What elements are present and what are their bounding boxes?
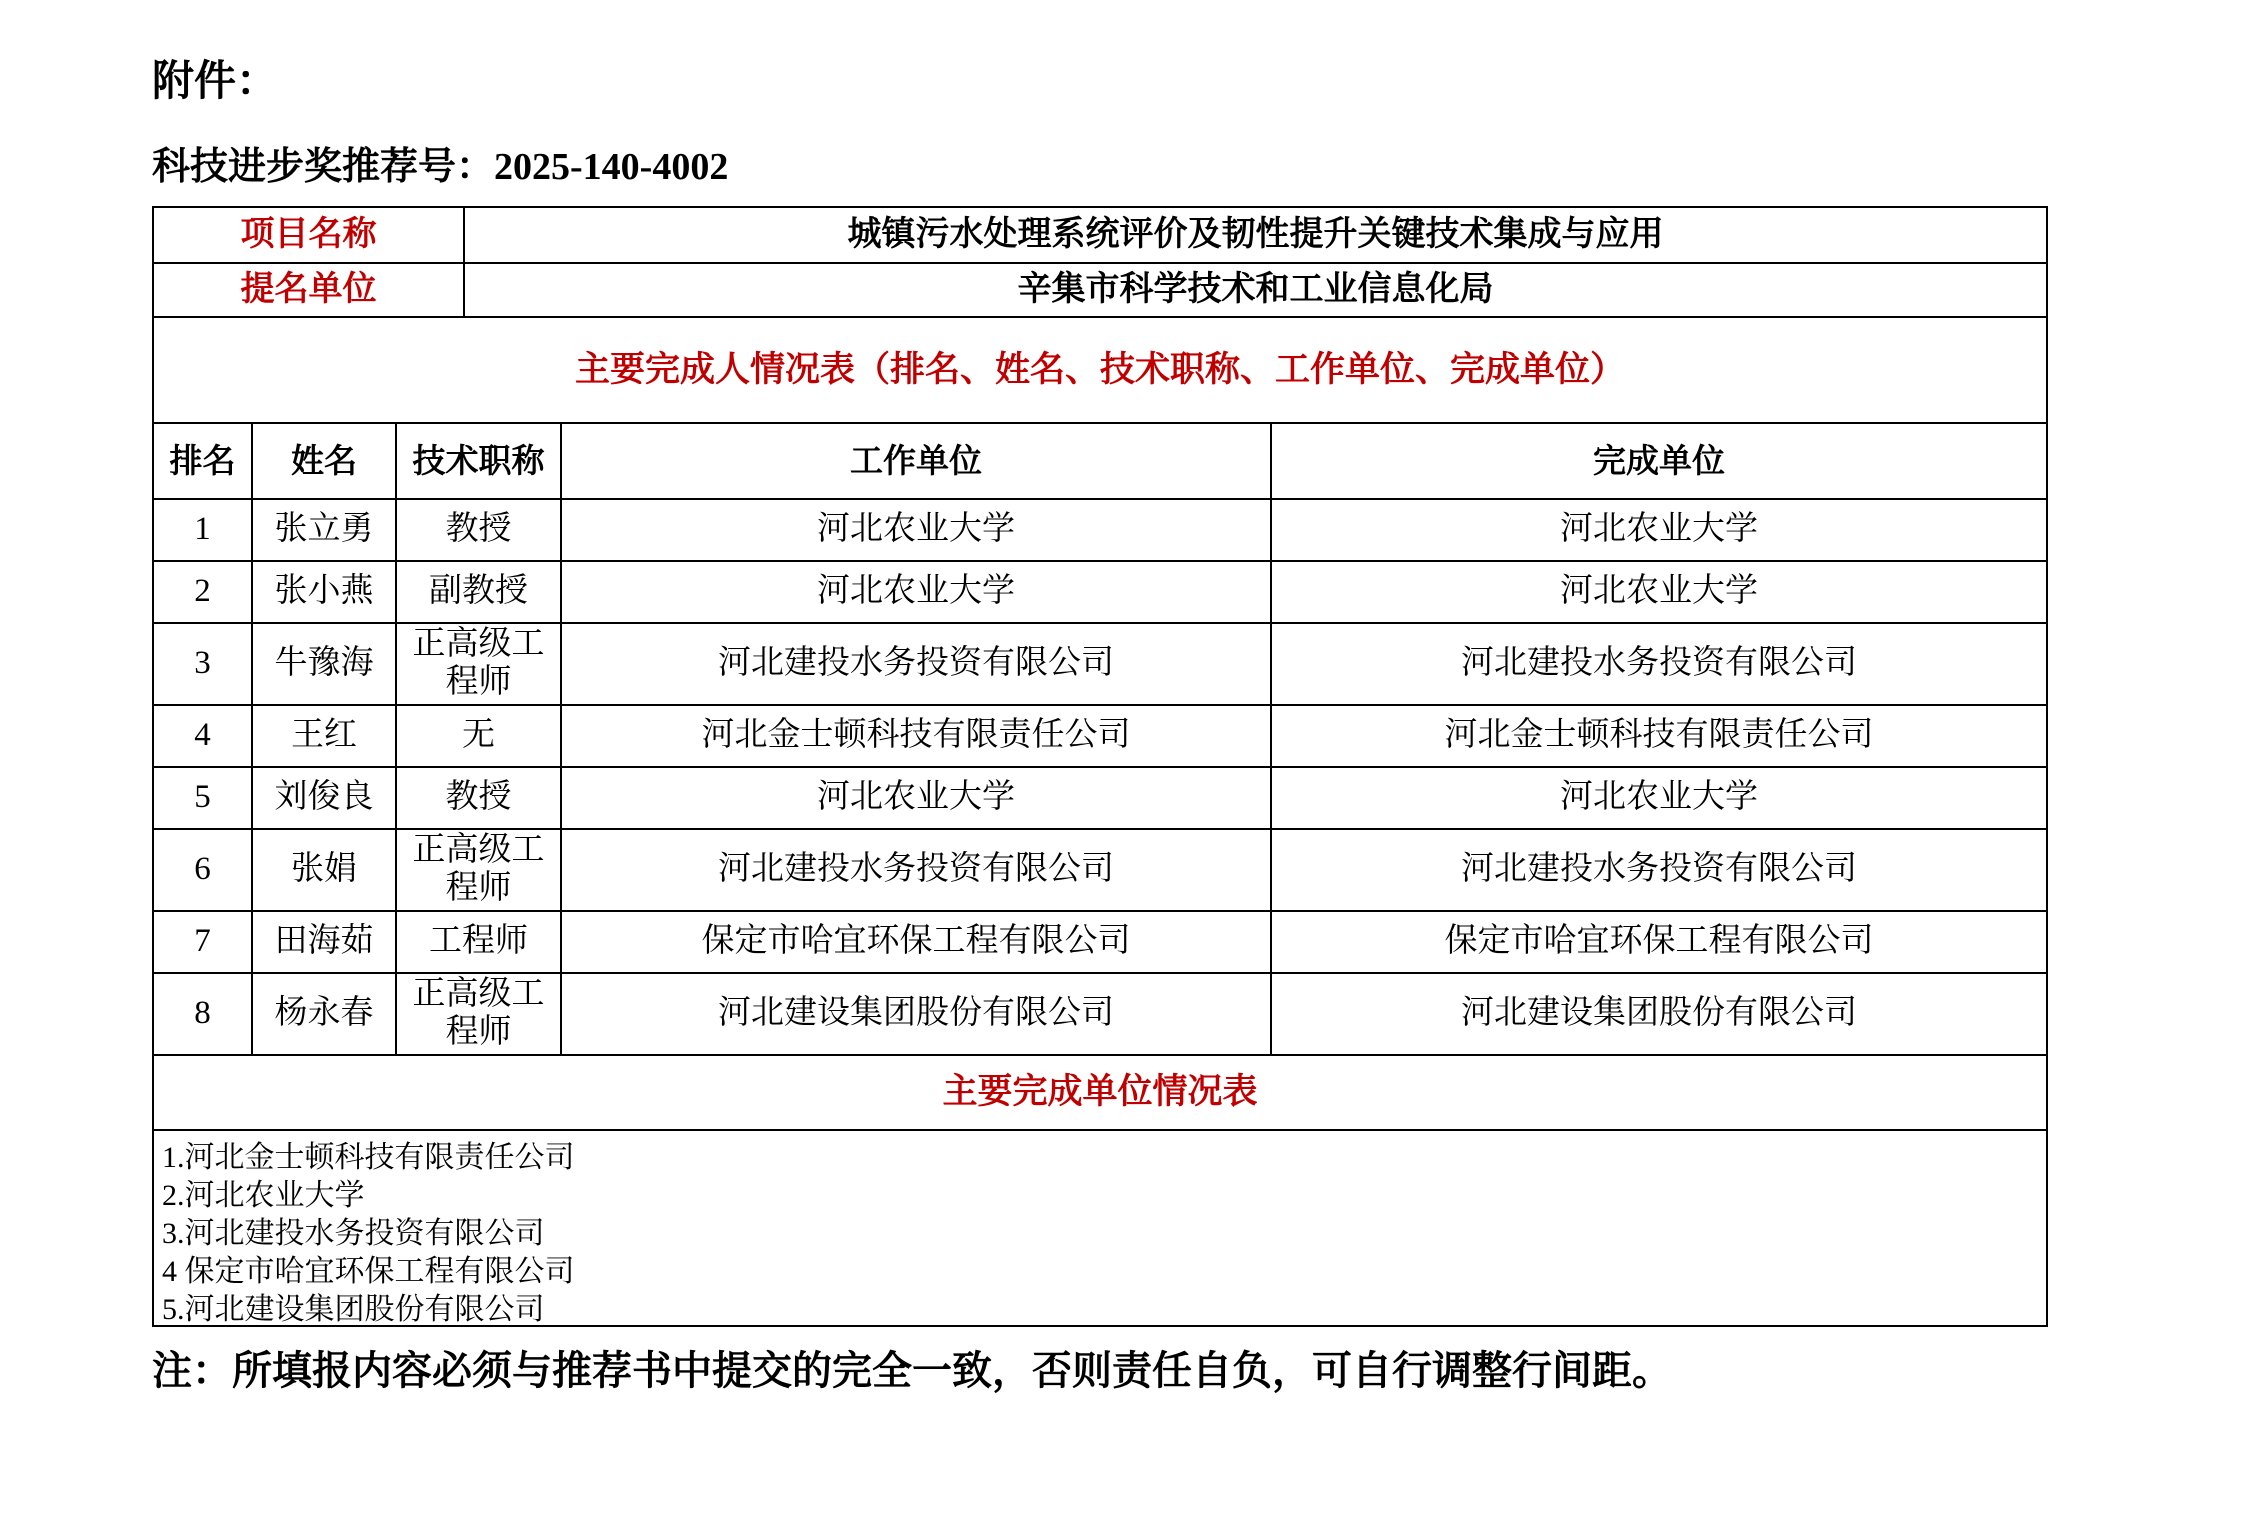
cell-name: 刘俊良: [253, 768, 397, 828]
cell-name: 田海茹: [253, 912, 397, 972]
attachment-label: 附件：: [152, 57, 279, 104]
cell-title: 副教授: [397, 562, 562, 622]
cell-name: 张娟: [253, 830, 397, 910]
cell-title: 正高级工程师: [397, 624, 562, 704]
units-list-row: [154, 1131, 2046, 1325]
cell-title: 正高级工程师: [397, 830, 562, 910]
cell-rank: 1: [154, 500, 253, 560]
cell-rank: 3: [154, 624, 253, 704]
unit-list-item: 4 保定市哈宜环保工程有限公司: [162, 1254, 575, 1288]
cell-name: 牛豫海: [253, 624, 397, 704]
contributor-row: [154, 974, 2046, 1056]
cell-title: 无: [397, 706, 562, 766]
header-name: 姓名: [253, 424, 397, 498]
cell-rank: 2: [154, 562, 253, 622]
cell-completion-unit: 河北农业大学: [1560, 510, 1758, 547]
contributor-row: [154, 562, 2046, 624]
cell-title: 教授: [397, 768, 562, 828]
units-list: [154, 1131, 2046, 1325]
cell-rank: 8: [154, 974, 253, 1054]
contributor-row: [154, 706, 2046, 768]
contributor-row: [154, 500, 2046, 562]
cell-rank: 7: [154, 912, 253, 972]
cell-work-unit: 河北农业大学: [562, 768, 1272, 828]
project-name-value: 城镇污水处理系统评价及韧性提升关键技术集成与应用: [847, 215, 1664, 254]
cell-completion-unit: 河北建投水务投资有限公司: [1461, 850, 1857, 887]
contributor-row: [154, 912, 2046, 974]
project-name-row: [154, 208, 2046, 264]
nominator-label: 提名单位: [154, 264, 465, 316]
cell-name: 张立勇: [253, 500, 397, 560]
cell-completion-unit: 河北农业大学: [1560, 778, 1758, 815]
units-title: 主要完成单位情况表: [942, 1071, 1258, 1111]
contributor-row: [154, 830, 2046, 912]
unit-list-item: 5.河北建设集团股份有限公司: [162, 1292, 545, 1325]
cell-rank: 5: [154, 768, 253, 828]
recommendation-number: 2025-140-4002: [494, 146, 729, 189]
cell-completion-unit: 河北建设集团股份有限公司: [1461, 994, 1857, 1031]
contributors-header-row: [154, 424, 2046, 500]
contributor-row: [154, 624, 2046, 706]
contributors-title: 主要完成人情况表（排名、姓名、技术职称、工作单位、完成单位）: [574, 349, 1625, 389]
cell-name: 王红: [253, 706, 397, 766]
cell-title: 正高级工程师: [397, 974, 562, 1054]
cell-work-unit: 河北建投水务投资有限公司: [562, 830, 1272, 910]
units-title-row: [154, 1056, 2046, 1131]
cell-work-unit: 河北建投水务投资有限公司: [562, 624, 1272, 704]
award-table: [152, 206, 2048, 1327]
header-rank: 排名: [154, 424, 253, 498]
contributor-row: [154, 768, 2046, 830]
cell-completion-unit: 河北金士顿科技有限责任公司: [1444, 716, 1874, 753]
cell-title: 教授: [397, 500, 562, 560]
cell-work-unit: 河北建设集团股份有限公司: [562, 974, 1272, 1054]
cell-name: 杨永春: [253, 974, 397, 1054]
cell-title: 工程师: [397, 912, 562, 972]
cell-completion-unit: 河北建投水务投资有限公司: [1461, 644, 1857, 681]
cell-rank: 6: [154, 830, 253, 910]
page-content: [152, 0, 2048, 1395]
unit-list-item: 3.河北建投水务投资有限公司: [162, 1216, 545, 1250]
project-name-label: 项目名称: [154, 208, 465, 262]
cell-work-unit: 河北农业大学: [562, 500, 1272, 560]
nominator-row: [154, 264, 2046, 318]
cell-rank: 4: [154, 706, 253, 766]
header-title: 技术职称: [397, 424, 562, 498]
recommendation-label: 科技进步奖推荐号：: [152, 146, 495, 189]
unit-list-item: 2.河北农业大学: [162, 1178, 365, 1212]
cell-name: 张小燕: [253, 562, 397, 622]
cell-completion-unit: 保定市哈宜环保工程有限公司: [1444, 922, 1874, 959]
cell-work-unit: 河北金士顿科技有限责任公司: [562, 706, 1272, 766]
header-completion-unit: 完成单位: [1593, 441, 1725, 479]
unit-list-item: 1.河北金士顿科技有限责任公司: [162, 1140, 575, 1174]
header-work-unit: 工作单位: [562, 424, 1272, 498]
note-text: 注：所填报内容必须与推荐书中提交的完全一致，否则责任自负，可自行调整行间距。: [152, 1347, 1672, 1393]
contributors-title-row: [154, 318, 2046, 424]
recommendation-number-line: [152, 146, 2048, 190]
nominator-value: 辛集市科学技术和工业信息化局: [1017, 270, 1494, 309]
cell-work-unit: 保定市哈宜环保工程有限公司: [562, 912, 1272, 972]
cell-work-unit: 河北农业大学: [562, 562, 1272, 622]
cell-completion-unit: 河北农业大学: [1560, 572, 1758, 609]
